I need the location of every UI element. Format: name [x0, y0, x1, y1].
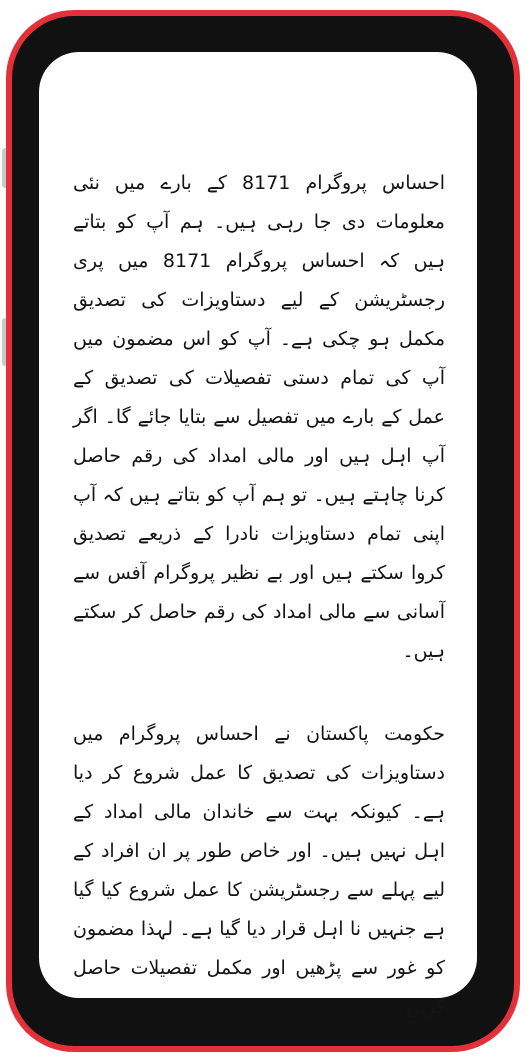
- article-body: [73, 164, 445, 1027]
- phone-screen[interactable]: [39, 52, 477, 1018]
- article-paragraph-2: حکومت پاکستان نے احساس پروگرام میں دستاویزات کی تصدیق کا عمل شروع کر دیا ہے۔ کیونکہ بہت سے خاندان مالی امداد کے اہل نہیں ہیں۔ اور خاص طور پر ان افراد کے لیے پہلے سے رجسٹریشن کا عمل شروع کیا گیا ہے جنہیں نا اہل قرار دیا گیا ہے۔ لہذا مضمون کو غور سے پڑھیں اور مکمل تفصیلات حاصل کریں۔: [73, 723, 445, 1018]
- phone-frame: [6, 10, 520, 1052]
- article-paragraph-1: احساس پروگرام 8171 کے بارے میں نئی معلومات دی جا رہی ہیں۔ ہم آپ کو بتاتے ہیں کہ احساس پروگرام 8171 میں پری رجسٹریشن کے لیے دستاویزات کی تصدیق مکمل ہو چکی ہے۔ آپ کو اس مضمون میں آپ کی تمام دستی تفصیلات کی تصدیق کے عمل کے بارے میں تفصیل سے بتایا جائے گا۔ اگر آپ اہل ہیں اور مالی امداد کی رقم حاصل کرنا چاہتے ہیں۔ تو ہم آپ کو بتاتے ہیں کہ آپ اپنی تمام دستاویزات نادرا کے ذریعے تصدیق کروا سکتے ہیں اور بے نظیر پروگرام آفس سے آسانی سے مالی امداد کی رقم حاصل کر سکتے ہیں۔: [73, 172, 445, 662]
